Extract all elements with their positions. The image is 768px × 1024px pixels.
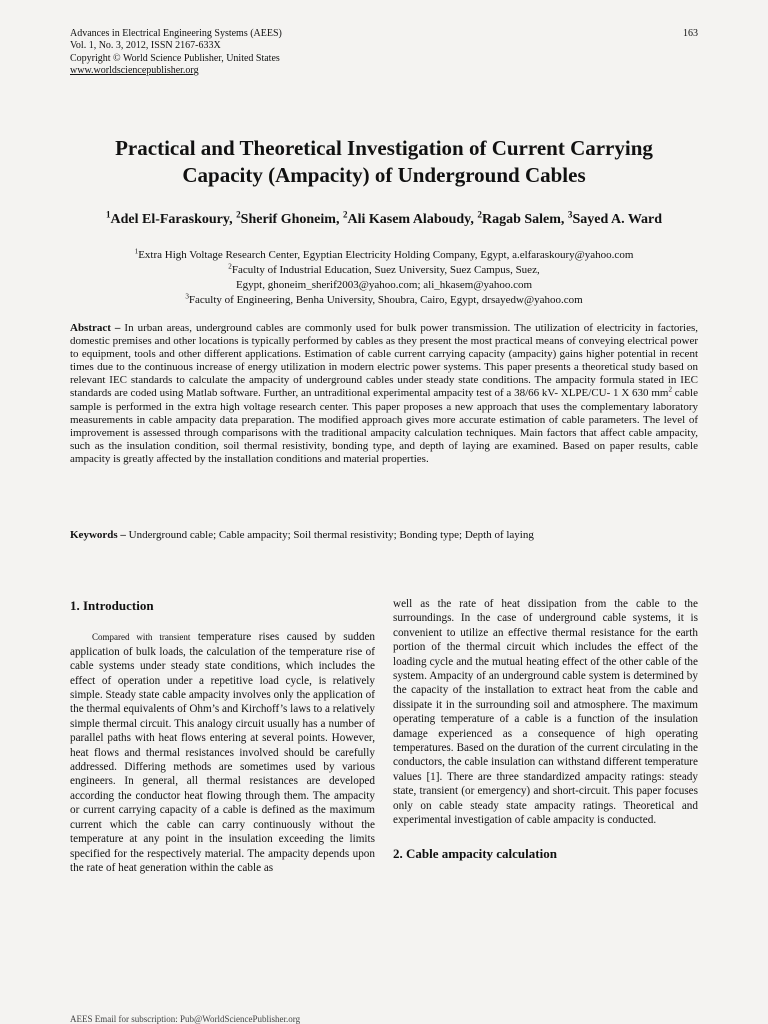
affiliation-2: $^2$Faculty of Industrial Education, Suez University, Suez Campus, Suez, [228,262,540,276]
title-line-1: Practical and Theoretical Investigation of Current Carrying [115,136,653,160]
affiliations [60,248,708,308]
author: $^2$Sherif Ghoneim, [236,209,343,227]
title-line-2: Capacity (Ampacity) of Underground Cables [182,163,586,187]
section-heading-ampacity: 2. Cable ampacity calculation [393,845,557,861]
publisher-link[interactable]: www.worldsciencepublisher.org [70,65,199,77]
author: $^3$Sayed A. Ward [567,209,663,227]
abstract-label: Abstract – [70,322,121,334]
author: $^2$Ali Kasem Alaboudy, [342,209,478,227]
right-column [393,597,698,861]
introduction-continuation: well as the rate of heat dissipation from the cable to the surroundings. In the case of underground cable systems, it is convenient to utilize an effective thermal resistance for the earth portion of the thermal circuit which includes the effect of the loading cycle and the mutual heating effect of the other cable of the system. Ampacity of an underground cable system is determined by the capacity of the installation to extract heat from the cable and dissipate it in the surrounding soil and atmosphere. The maximum operating temperature of a cable is a function of the insulation damage experienced as a consequence of high operating temperatures. Based on the duration of the current circulating in the conductors, the cable insulation can withstand different temperature values [1]. There are three standardized ampacity ratings: steady state, transient (or emergency) and short-circuit. This paper focuses only on cable steady state ampacity ratings. Theoretical and experimental investigation of cable ampacity is conducted. [393,598,698,827]
keywords: Keywords – Underground cable; Cable ampacity; Soil thermal resistivity; Bonding type; Depth of laying [70,529,534,541]
author: $^1$Adel El-Faraskoury, [105,209,237,227]
page-number: 163 [683,28,698,39]
paper-title [60,135,708,189]
left-column [70,597,375,875]
page-footer: AEES Email for subscription: Pub@WorldSciencePublisher.org [70,1014,301,1024]
copyright-notice: Copyright © World Science Publisher, United States [70,52,280,64]
section-heading-introduction: 1. Introduction [70,598,154,613]
affiliation-1: $^1$Extra High Voltage Research Center, Egyptian Electricity Holding Company, Egypt, a.elfaraskoury@yahoo.com [134,247,634,261]
journal-name: Advances in Electrical Engineering Systems (AEES) [70,28,282,39]
author: $^2$Ragab Salem, [477,209,568,227]
abstract: Abstract – In urban areas, underground cables are commonly used for bulk power transmission. The utilization of electricity in factories, domestic premises and other locations is typically performed by cables as they present the most practical means of conveying electrical power to equipment, tools and other different applications. Estimation of cable current carrying capacity (ampacity) gains higher potential in recent times due to the continuous increase of energy utilization in modern electric power systems. This paper presents a theoretical study based on relevant IEC standards to calculate the ampacity of underground cables under steady state conditions. The ampacity formula stated in IEC standards are coded using Matlab software. Further, an untraditional experimental ampacity test of a 38/66 kV- XLPE/CU- 1 X 630 $mm^2$ cable sample is performed in the extra high voltage research center. This paper proposes a new approach that uses the complementary laboratory measurements in cable ampacity data preparation. The modified approach gives more accurate estimation of cable parameters. The level of improvement is assessed through comparisons with the traditional ampacity calculation techniques. Main factors that affect cable ampacity, such as the insulation condition, soil thermal resistivity, bonding type, and depth of laying are examined. Based on paper results, cable ampacity is greatly affected by the installation conditions and material properties. [70,322,699,465]
author-list [60,209,708,228]
affiliation-2-cont: Egypt, ghoneim_sherif2003@yahoo.com; ali_hkasem@yahoo.com [235,279,533,291]
introduction-paragraph: Compared with transient temperature rises caused by sudden application of bulk loads, the calculation of the temperature rise of cable systems under steady state conditions, which includes the effect of operation under a repetitive load cycle, is relatively simple. Steady state cable ampacity involves only the application of the thermal equivalents of Ohm’s and Kirchoff’s laws to a relatively simple thermal circuit. This analogy circuit usually has a number of parallel paths with heat flows entering at several points. However, heat flows and thermal resistances involved should be carefully addressed. Differing methods are sometimes used by various engineers. In general, all thermal resistances are developed according the conductor heat flowing through them. The ampacity or current carrying capacity of a cable is defined as the maximum current which the cable can carry continuously without the temperature at any point in the insulation exceeding the limits specified for the respectively material. The ampacity depends upon the rate of heat generation within the cable as [70,631,376,874]
affiliation-3: $^3$Faculty of Engineering, Benha University, Shoubra, Cairo, Egypt, drsayedw@yahoo.com [185,292,583,306]
journal-header [70,28,282,78]
keywords-label: Keywords – [70,529,126,541]
journal-volume: Vol. 1, No. 3, 2012, ISSN 2167-633X [70,40,221,52]
